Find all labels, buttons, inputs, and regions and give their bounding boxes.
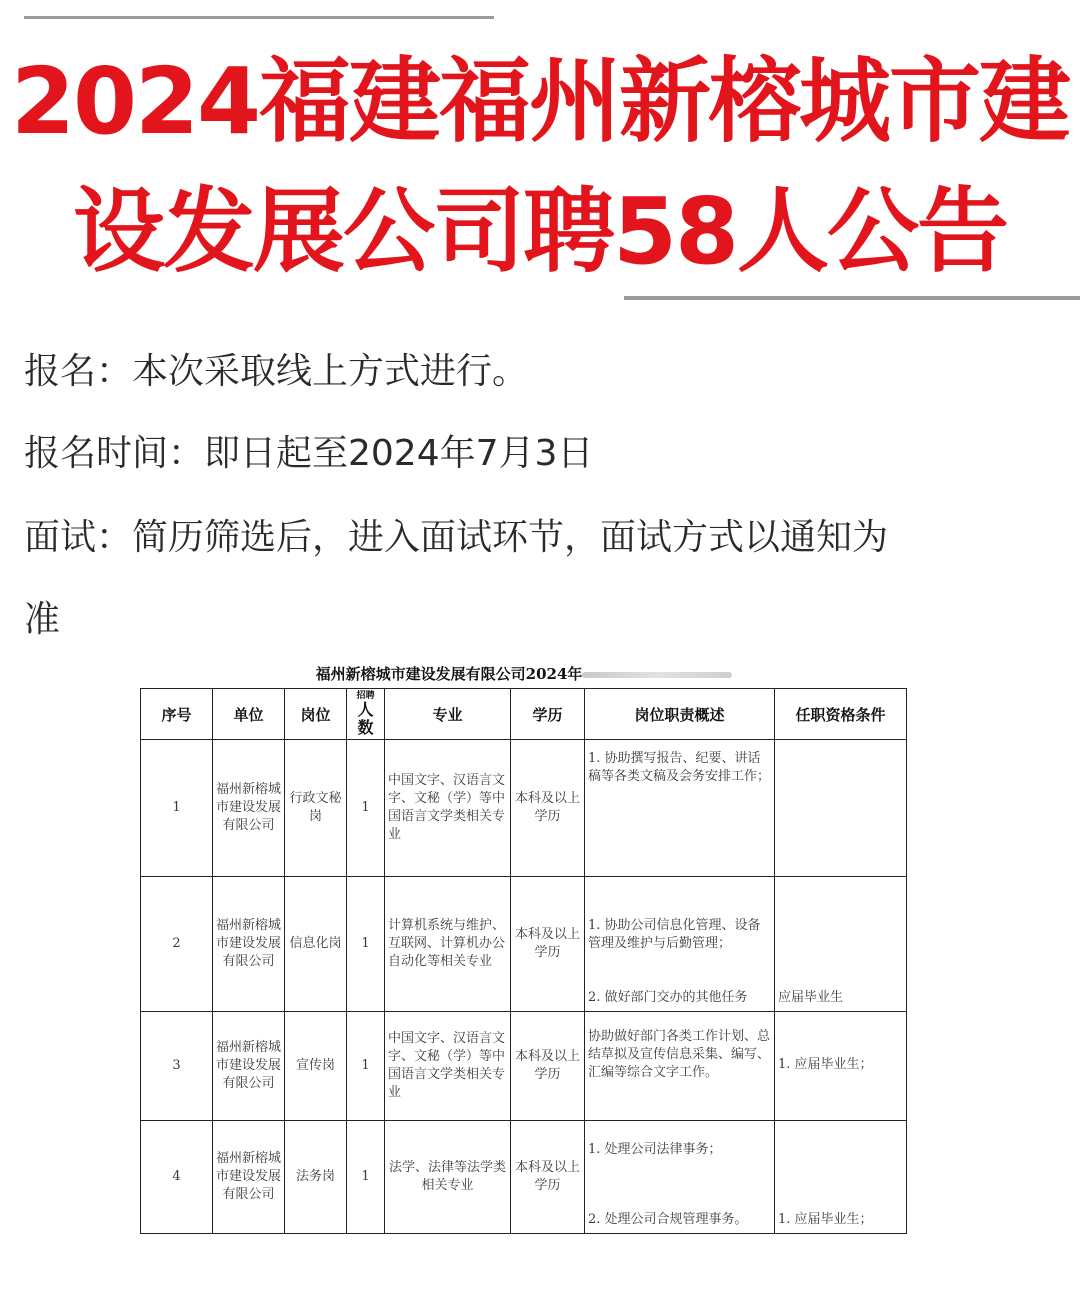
cell-edu: 本科及以上学历 [511, 1012, 585, 1121]
cell-major: 中国文字、汉语言文字、文秘（学）等中国语言文学类相关专业 [385, 740, 511, 877]
cell-post: 信息化岗 [285, 877, 347, 1012]
duty-item-1: 1. 协助撰写报告、纪要、讲话稿等各类文稿及会务安排工作； [588, 751, 771, 784]
table-row [141, 1012, 907, 1121]
cell-duty [585, 877, 775, 1012]
cell-count: 1 [347, 877, 385, 1012]
registration-time: 报名时间：即日起至2024年7月3日 [24, 433, 594, 474]
cell-req [775, 1012, 907, 1121]
cell-duty [585, 1121, 775, 1234]
header-count-label: 人数 [357, 700, 374, 737]
table-header-row [141, 689, 907, 740]
table-row [141, 1121, 907, 1234]
cell-count: 1 [347, 740, 385, 877]
duty-item-2: 2. 处理公司合规管理事务。 [588, 1212, 748, 1227]
cell-post: 宣传岗 [285, 1012, 347, 1121]
recruitment-table-image [140, 658, 908, 1230]
interview-note-cont: 准 [24, 599, 61, 640]
req-wrap [778, 1014, 903, 1118]
cell-unit: 福州新榕城市建设发展有限公司 [213, 740, 285, 877]
cell-count: 1 [347, 1012, 385, 1121]
cell-major: 计算机系统与维护、互联网、计算机办公自动化等相关专业 [385, 877, 511, 1012]
cell-edu: 本科及以上学历 [511, 1121, 585, 1234]
req-wrap [778, 879, 903, 1009]
duty-item-1: 1. 处理公司法律事务； [588, 1142, 722, 1157]
cell-seq: 3 [141, 1012, 213, 1121]
cell-duty [585, 1012, 775, 1121]
cell-post: 行政文秘岗 [285, 740, 347, 877]
bottom-divider [624, 296, 1080, 300]
interview-note: 面试：简历筛选后，进入面试环节，面试方式以通知为 [24, 517, 889, 558]
cell-post: 法务岗 [285, 1121, 347, 1234]
header-unit: 单位 [213, 689, 285, 740]
positions-table [140, 688, 907, 1234]
cell-unit: 福州新榕城市建设发展有限公司 [213, 877, 285, 1012]
duty-wrap [588, 1014, 771, 1118]
req-text: 应届毕业生 [778, 990, 844, 1005]
header-duty: 岗位职责概述 [585, 689, 775, 740]
duty-wrap [588, 1123, 771, 1231]
header-seq: 序号 [141, 689, 213, 740]
duty-item-1: 协助做好部门各类工作计划、总结草拟及宣传信息采集、编写、汇编等综合文字工作。 [588, 1029, 771, 1080]
header-major: 专业 [385, 689, 511, 740]
header-edu: 学历 [511, 689, 585, 740]
duty-wrap [588, 742, 771, 874]
headline-line-2: 设发展公司聘58人公告 [72, 178, 1008, 285]
headline-line-1: 2024福建福州新榕城市建 [10, 48, 1070, 155]
cell-seq: 4 [141, 1121, 213, 1234]
top-divider [24, 16, 494, 19]
cell-unit: 福州新榕城市建设发展有限公司 [213, 1012, 285, 1121]
table-title [140, 662, 908, 686]
cell-req [775, 877, 907, 1012]
cell-edu: 本科及以上学历 [511, 877, 585, 1012]
cell-req [775, 740, 907, 877]
cell-seq: 2 [141, 877, 213, 1012]
req-text: 1. 应届毕业生； [778, 1212, 873, 1227]
header-req: 任职资格条件 [775, 689, 907, 740]
cell-duty [585, 740, 775, 877]
smudge-mark [582, 672, 732, 678]
cell-req [775, 1121, 907, 1234]
duty-item-2: 2. 做好部门交办的其他任务 [588, 990, 748, 1005]
cell-seq: 1 [141, 740, 213, 877]
table-row [141, 877, 907, 1012]
req-wrap [778, 742, 903, 874]
header-count [347, 689, 385, 740]
registration-method: 报名：本次采取线上方式进行。 [24, 351, 529, 392]
cell-major: 法学、法律等法学类相关专业 [385, 1121, 511, 1234]
duty-item-1: 1. 协助公司信息化管理、设备管理及维护与后勤管理； [588, 918, 761, 951]
cell-unit: 福州新榕城市建设发展有限公司 [213, 1121, 285, 1234]
cell-edu: 本科及以上学历 [511, 740, 585, 877]
table-title-text: 福州新榕城市建设发展有限公司2024年 [315, 665, 583, 683]
header-count-small: 招聘 [356, 691, 375, 701]
duty-wrap [588, 879, 771, 1009]
cell-major: 中国文字、汉语言文字、文秘（学）等中国语言文学类相关专业 [385, 1012, 511, 1121]
table-row [141, 740, 907, 877]
req-wrap [778, 1123, 903, 1231]
req-text: 1. 应届毕业生； [778, 1056, 873, 1072]
cell-count: 1 [347, 1121, 385, 1234]
header-post: 岗位 [285, 689, 347, 740]
